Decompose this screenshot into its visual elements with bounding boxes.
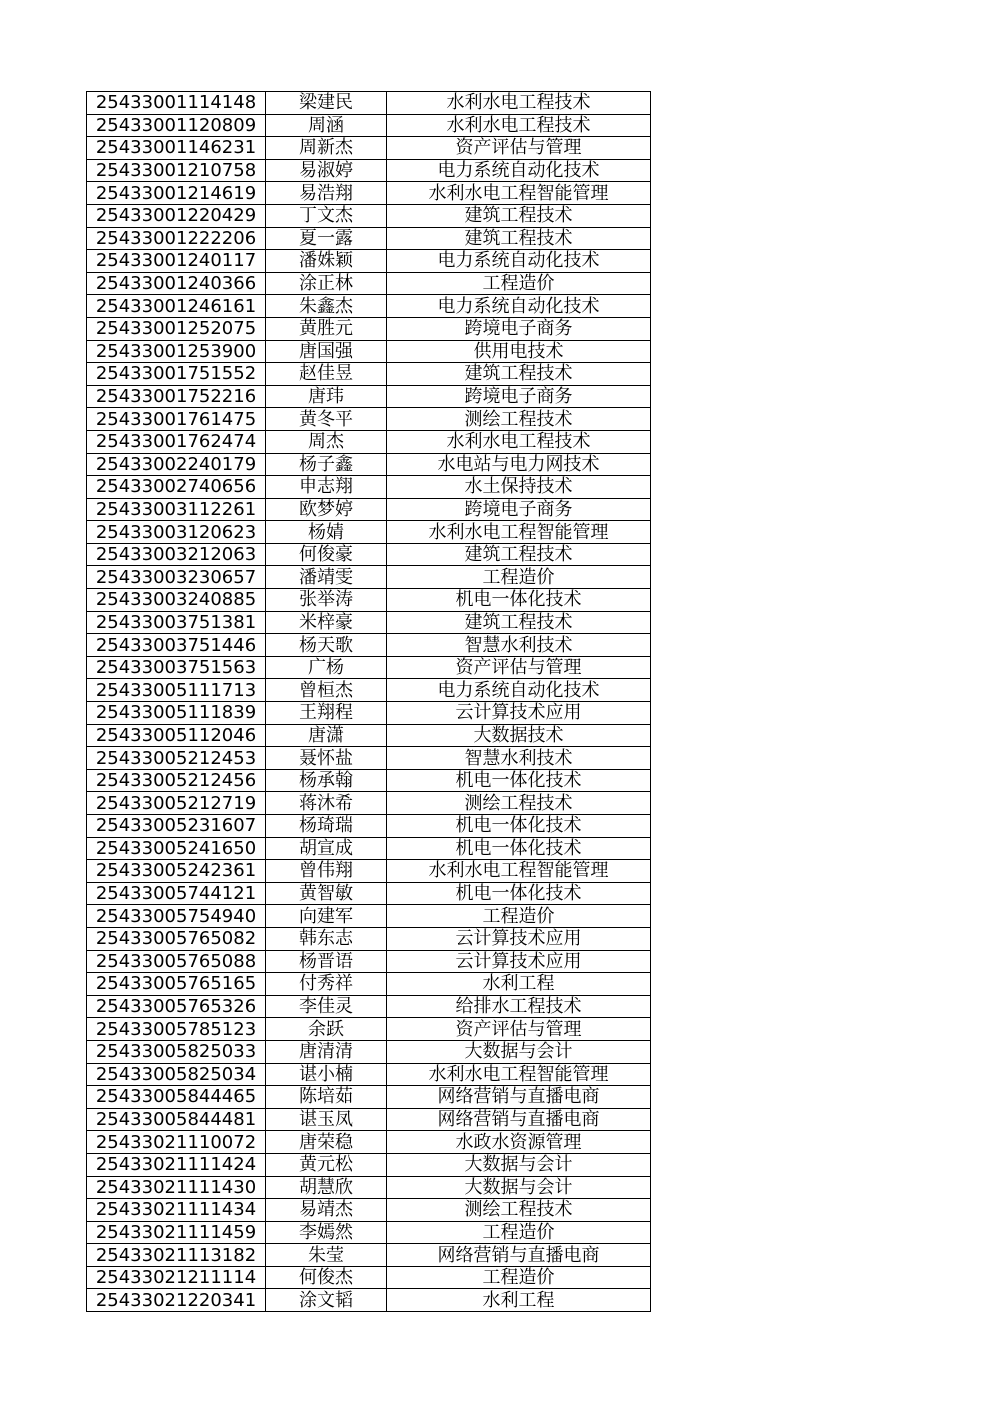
table-row xyxy=(87,453,651,476)
student-name-cell: 唐玮 xyxy=(266,385,387,408)
table-row xyxy=(87,769,651,792)
student-name-cell: 唐荣稳 xyxy=(266,1131,387,1154)
student-name-cell: 陈培茹 xyxy=(266,1086,387,1109)
student-id-cell: 25433005765082 xyxy=(87,927,266,950)
major-cell: 水利水电工程智能管理 xyxy=(387,860,651,883)
student-name-cell: 周涵 xyxy=(266,114,387,137)
student-id-cell: 25433003112261 xyxy=(87,498,266,521)
student-name-cell: 杨婧 xyxy=(266,521,387,544)
student-name-cell: 余跃 xyxy=(266,1018,387,1041)
major-cell: 水利水电工程智能管理 xyxy=(387,521,651,544)
major-cell: 测绘工程技术 xyxy=(387,1199,651,1222)
major-cell: 工程造价 xyxy=(387,1221,651,1244)
major-cell: 工程造价 xyxy=(387,272,651,295)
student-name-cell: 蒋沐希 xyxy=(266,792,387,815)
table-row xyxy=(87,1040,651,1063)
student-name-cell: 胡宣成 xyxy=(266,837,387,860)
student-id-cell: 25433003751381 xyxy=(87,611,266,634)
table-row xyxy=(87,589,651,612)
student-id-cell: 25433001210758 xyxy=(87,159,266,182)
student-id-cell: 25433001240117 xyxy=(87,250,266,273)
student-name-cell: 米梓豪 xyxy=(266,611,387,634)
student-id-cell: 25433003212063 xyxy=(87,543,266,566)
table-row xyxy=(87,250,651,273)
major-cell: 水政水资源管理 xyxy=(387,1131,651,1154)
major-cell: 跨境电子商务 xyxy=(387,385,651,408)
student-name-cell: 黄胜元 xyxy=(266,317,387,340)
table-row xyxy=(87,679,651,702)
major-cell: 水土保持技术 xyxy=(387,476,651,499)
student-name-cell: 聂怀盐 xyxy=(266,747,387,770)
student-id-cell: 25433005765165 xyxy=(87,973,266,996)
student-id-cell: 25433005112046 xyxy=(87,724,266,747)
student-id-cell: 25433001146231 xyxy=(87,137,266,160)
major-cell: 水利水电工程技术 xyxy=(387,92,651,115)
student-name-cell: 杨晋语 xyxy=(266,950,387,973)
student-id-cell: 25433005754940 xyxy=(87,905,266,928)
table-row xyxy=(87,363,651,386)
student-name-cell: 曾桓杰 xyxy=(266,679,387,702)
major-cell: 水电站与电力网技术 xyxy=(387,453,651,476)
student-name-cell: 谌玉凤 xyxy=(266,1108,387,1131)
student-table xyxy=(86,91,651,1312)
table-row xyxy=(87,385,651,408)
student-name-cell: 付秀祥 xyxy=(266,973,387,996)
major-cell: 资产评估与管理 xyxy=(387,656,651,679)
student-name-cell: 广杨 xyxy=(266,656,387,679)
major-cell: 建筑工程技术 xyxy=(387,204,651,227)
table-row xyxy=(87,950,651,973)
major-cell: 机电一体化技术 xyxy=(387,815,651,838)
student-id-cell: 25433005111713 xyxy=(87,679,266,702)
student-name-cell: 何俊杰 xyxy=(266,1266,387,1289)
table-row xyxy=(87,1063,651,1086)
student-name-cell: 周杰 xyxy=(266,430,387,453)
table-row xyxy=(87,973,651,996)
table-row xyxy=(87,114,651,137)
student-id-cell: 25433001252075 xyxy=(87,317,266,340)
major-cell: 机电一体化技术 xyxy=(387,882,651,905)
student-id-cell: 25433003240885 xyxy=(87,589,266,612)
student-name-cell: 黄智敏 xyxy=(266,882,387,905)
student-name-cell: 黄元松 xyxy=(266,1153,387,1176)
table-row xyxy=(87,476,651,499)
student-name-cell: 杨琦瑞 xyxy=(266,815,387,838)
student-name-cell: 唐国强 xyxy=(266,340,387,363)
student-id-cell: 25433001240366 xyxy=(87,272,266,295)
student-name-cell: 申志翔 xyxy=(266,476,387,499)
student-name-cell: 向建军 xyxy=(266,905,387,928)
student-id-cell: 25433001253900 xyxy=(87,340,266,363)
table-row xyxy=(87,227,651,250)
major-cell: 智慧水利技术 xyxy=(387,747,651,770)
student-name-cell: 唐潇 xyxy=(266,724,387,747)
student-name-cell: 韩东志 xyxy=(266,927,387,950)
table-row xyxy=(87,566,651,589)
major-cell: 网络营销与直播电商 xyxy=(387,1108,651,1131)
major-cell: 水利水电工程智能管理 xyxy=(387,182,651,205)
major-cell: 水利工程 xyxy=(387,1289,651,1312)
table-row xyxy=(87,1018,651,1041)
student-id-cell: 25433021110072 xyxy=(87,1131,266,1154)
table-row xyxy=(87,92,651,115)
student-name-cell: 谌小楠 xyxy=(266,1063,387,1086)
student-name-cell: 欧梦婷 xyxy=(266,498,387,521)
student-name-cell: 潘姝颖 xyxy=(266,250,387,273)
student-id-cell: 25433005231607 xyxy=(87,815,266,838)
major-cell: 供用电技术 xyxy=(387,340,651,363)
table-row xyxy=(87,656,651,679)
student-name-cell: 朱莹 xyxy=(266,1244,387,1267)
table-row xyxy=(87,882,651,905)
table-body xyxy=(87,92,651,1312)
student-id-cell: 25433005844465 xyxy=(87,1086,266,1109)
student-id-cell: 25433001214619 xyxy=(87,182,266,205)
table-row xyxy=(87,1131,651,1154)
student-id-cell: 25433021111430 xyxy=(87,1176,266,1199)
major-cell: 工程造价 xyxy=(387,905,651,928)
table-row xyxy=(87,1266,651,1289)
table-row xyxy=(87,521,651,544)
major-cell: 电力系统自动化技术 xyxy=(387,159,651,182)
table-row xyxy=(87,340,651,363)
major-cell: 网络营销与直播电商 xyxy=(387,1086,651,1109)
student-name-cell: 杨子鑫 xyxy=(266,453,387,476)
student-id-cell: 25433005765326 xyxy=(87,995,266,1018)
table-row xyxy=(87,747,651,770)
table-row xyxy=(87,272,651,295)
student-name-cell: 张举涛 xyxy=(266,589,387,612)
student-id-cell: 25433005212456 xyxy=(87,769,266,792)
student-name-cell: 李佳灵 xyxy=(266,995,387,1018)
table-row xyxy=(87,159,651,182)
student-id-cell: 25433002240179 xyxy=(87,453,266,476)
student-name-cell: 涂文韬 xyxy=(266,1289,387,1312)
table-row xyxy=(87,1108,651,1131)
major-cell: 水利水电工程技术 xyxy=(387,430,651,453)
major-cell: 建筑工程技术 xyxy=(387,363,651,386)
student-id-cell: 25433002740656 xyxy=(87,476,266,499)
student-id-cell: 25433021211114 xyxy=(87,1266,266,1289)
major-cell: 云计算技术应用 xyxy=(387,950,651,973)
major-cell: 大数据与会计 xyxy=(387,1176,651,1199)
student-name-cell: 潘靖雯 xyxy=(266,566,387,589)
student-id-cell: 25433003751563 xyxy=(87,656,266,679)
major-cell: 水利水电工程技术 xyxy=(387,114,651,137)
student-id-cell: 25433001222206 xyxy=(87,227,266,250)
table-row xyxy=(87,792,651,815)
student-id-cell: 25433003230657 xyxy=(87,566,266,589)
table-row xyxy=(87,634,651,657)
student-id-cell: 25433001114148 xyxy=(87,92,266,115)
student-id-cell: 25433001120809 xyxy=(87,114,266,137)
major-cell: 资产评估与管理 xyxy=(387,137,651,160)
table-row xyxy=(87,1199,651,1222)
student-id-cell: 25433001751552 xyxy=(87,363,266,386)
table-row xyxy=(87,860,651,883)
table-row xyxy=(87,815,651,838)
table-row xyxy=(87,137,651,160)
major-cell: 大数据与会计 xyxy=(387,1153,651,1176)
student-name-cell: 杨承翰 xyxy=(266,769,387,792)
table-row xyxy=(87,1244,651,1267)
table-row xyxy=(87,702,651,725)
table-row xyxy=(87,543,651,566)
table-row xyxy=(87,1289,651,1312)
major-cell: 电力系统自动化技术 xyxy=(387,679,651,702)
major-cell: 资产评估与管理 xyxy=(387,1018,651,1041)
student-id-cell: 25433005744121 xyxy=(87,882,266,905)
major-cell: 跨境电子商务 xyxy=(387,317,651,340)
student-name-cell: 黄冬平 xyxy=(266,408,387,431)
major-cell: 云计算技术应用 xyxy=(387,927,651,950)
student-name-cell: 赵佳昱 xyxy=(266,363,387,386)
student-name-cell: 易靖杰 xyxy=(266,1199,387,1222)
major-cell: 机电一体化技术 xyxy=(387,589,651,612)
student-name-cell: 夏一露 xyxy=(266,227,387,250)
major-cell: 工程造价 xyxy=(387,566,651,589)
major-cell: 网络营销与直播电商 xyxy=(387,1244,651,1267)
table-row xyxy=(87,1176,651,1199)
student-name-cell: 梁建民 xyxy=(266,92,387,115)
table-row xyxy=(87,204,651,227)
major-cell: 水利工程 xyxy=(387,973,651,996)
student-name-cell: 易淑婷 xyxy=(266,159,387,182)
major-cell: 大数据与会计 xyxy=(387,1040,651,1063)
table-row xyxy=(87,1086,651,1109)
major-cell: 机电一体化技术 xyxy=(387,769,651,792)
table-row xyxy=(87,927,651,950)
major-cell: 工程造价 xyxy=(387,1266,651,1289)
table-row xyxy=(87,1153,651,1176)
major-cell: 建筑工程技术 xyxy=(387,227,651,250)
major-cell: 跨境电子商务 xyxy=(387,498,651,521)
student-name-cell: 胡慧欣 xyxy=(266,1176,387,1199)
student-id-cell: 25433021111434 xyxy=(87,1199,266,1222)
student-id-cell: 25433001761475 xyxy=(87,408,266,431)
student-name-cell: 曾伟翔 xyxy=(266,860,387,883)
student-id-cell: 25433005844481 xyxy=(87,1108,266,1131)
major-cell: 机电一体化技术 xyxy=(387,837,651,860)
table-row xyxy=(87,430,651,453)
student-id-cell: 25433005241650 xyxy=(87,837,266,860)
student-id-cell: 25433005212453 xyxy=(87,747,266,770)
student-id-cell: 25433005825034 xyxy=(87,1063,266,1086)
student-name-cell: 丁文杰 xyxy=(266,204,387,227)
student-name-cell: 李嫣然 xyxy=(266,1221,387,1244)
student-id-cell: 25433001220429 xyxy=(87,204,266,227)
student-name-cell: 何俊豪 xyxy=(266,543,387,566)
table-row xyxy=(87,724,651,747)
student-name-cell: 周新杰 xyxy=(266,137,387,160)
table-row xyxy=(87,408,651,431)
student-name-cell: 王翔程 xyxy=(266,702,387,725)
student-id-cell: 25433021220341 xyxy=(87,1289,266,1312)
major-cell: 测绘工程技术 xyxy=(387,408,651,431)
student-id-cell: 25433005212719 xyxy=(87,792,266,815)
table-row xyxy=(87,995,651,1018)
student-id-cell: 25433005242361 xyxy=(87,860,266,883)
major-cell: 测绘工程技术 xyxy=(387,792,651,815)
student-id-cell: 25433005785123 xyxy=(87,1018,266,1041)
student-name-cell: 朱鑫杰 xyxy=(266,295,387,318)
major-cell: 给排水工程技术 xyxy=(387,995,651,1018)
student-name-cell: 涂正林 xyxy=(266,272,387,295)
student-name-cell: 唐清清 xyxy=(266,1040,387,1063)
student-id-cell: 25433021111459 xyxy=(87,1221,266,1244)
major-cell: 云计算技术应用 xyxy=(387,702,651,725)
major-cell: 电力系统自动化技术 xyxy=(387,250,651,273)
student-id-cell: 25433005111839 xyxy=(87,702,266,725)
student-name-cell: 杨天歌 xyxy=(266,634,387,657)
student-id-cell: 25433001762474 xyxy=(87,430,266,453)
student-name-cell: 易浩翔 xyxy=(266,182,387,205)
student-id-cell: 25433021111424 xyxy=(87,1153,266,1176)
table-row xyxy=(87,182,651,205)
major-cell: 水利水电工程智能管理 xyxy=(387,1063,651,1086)
student-id-cell: 25433005765088 xyxy=(87,950,266,973)
table-row xyxy=(87,905,651,928)
student-id-cell: 25433005825033 xyxy=(87,1040,266,1063)
major-cell: 大数据技术 xyxy=(387,724,651,747)
major-cell: 建筑工程技术 xyxy=(387,611,651,634)
table-row xyxy=(87,498,651,521)
major-cell: 建筑工程技术 xyxy=(387,543,651,566)
table-row xyxy=(87,837,651,860)
student-id-cell: 25433001246161 xyxy=(87,295,266,318)
student-id-cell: 25433021113182 xyxy=(87,1244,266,1267)
table-row xyxy=(87,611,651,634)
table-row xyxy=(87,317,651,340)
student-id-cell: 25433003120623 xyxy=(87,521,266,544)
student-id-cell: 25433001752216 xyxy=(87,385,266,408)
major-cell: 智慧水利技术 xyxy=(387,634,651,657)
major-cell: 电力系统自动化技术 xyxy=(387,295,651,318)
table-row xyxy=(87,295,651,318)
table-row xyxy=(87,1221,651,1244)
student-id-cell: 25433003751446 xyxy=(87,634,266,657)
